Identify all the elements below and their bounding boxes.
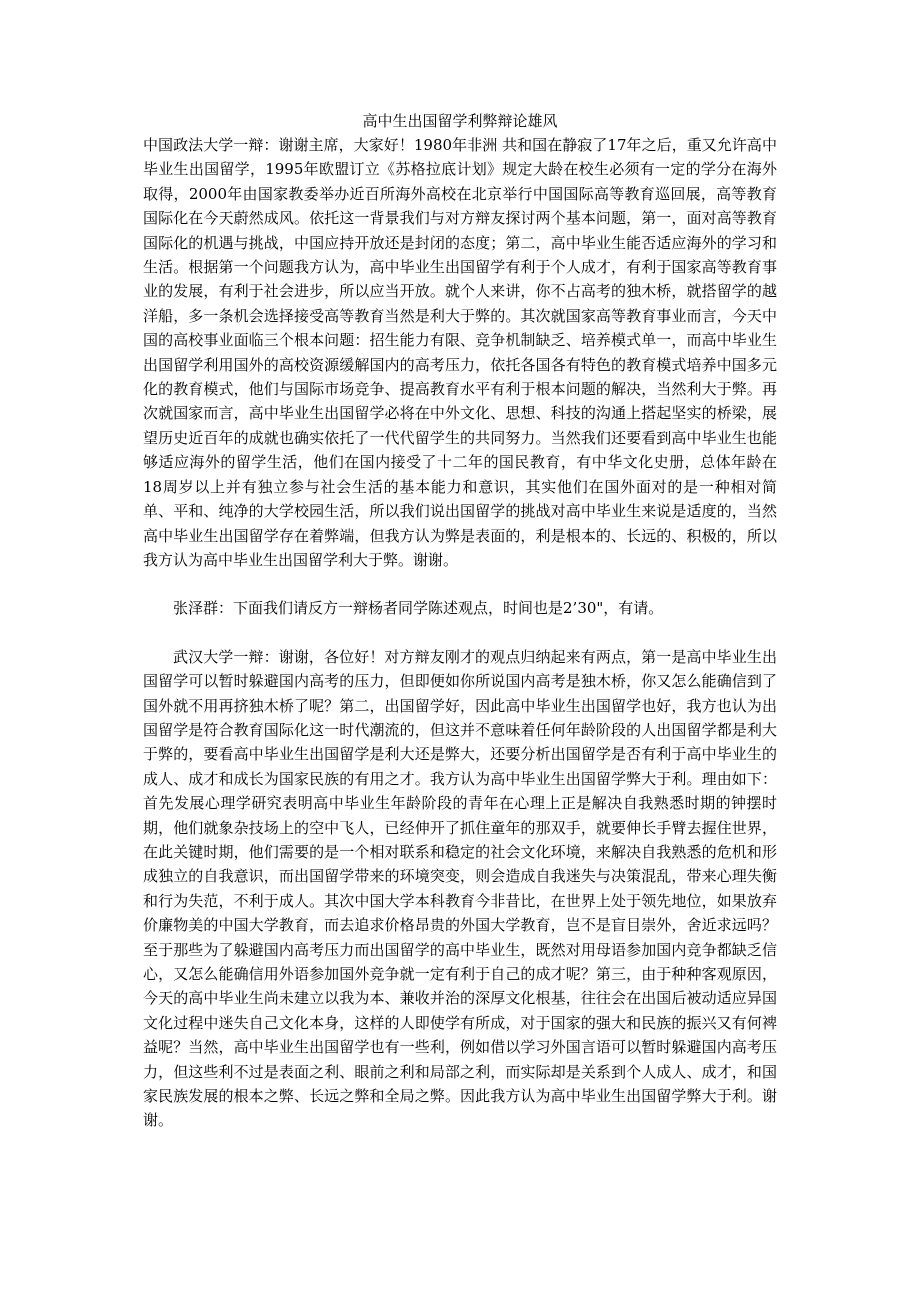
paragraph-spacer (143, 621, 777, 645)
document-title: 高中生出国留学利弊辩论雄风 (362, 112, 558, 130)
paragraph-rebuttal-argument: 武汉大学一辩：谢谢，各位好！对方辩友刚才的观点归纳起来有两点，第一是高中毕业生出国留学可以暂时躲避国内高考的压力，但即便如你所说国内高考是独木桥，你又怎么能确信到了国外就不用再挤独木桥了呢？第二，出国留学好，因此高中毕业生出国留学也好，我方也认为出国留学是符合教育国际化这一时代潮流的，但这并不意味着任何年龄阶段的人出国留学都是利大于弊的，要看高中毕业生出国留学是利大还是弊大，还要分析出国留学是否有利于高中毕业生的成人、成才和成长为国家民族的有用之才。我方认为高中毕业生出国留学弊大于利。理由如下：首先发展心理学研究表明高中毕业生年龄阶段的青年在心理上正是解决自我熟悉时期的钟摆时期，他们就象杂技场上的空中飞人，已经伸开了抓住童年的那双手，就要伸长手臂去握住世界，在此关键时期，他们需要的是一个相对联系和稳定的社会文化环境，来解决自我熟悉的危机和形成独立的自我意识，而出国留学带来的环境突变，则会造成自我迷失与决策混乱，带来心理失衡和行为失范，不利于成人。其次中国大学本科教育今非昔比，在世界上处于领先地位，如果放弃价廉物美的中国大学教育，而去追求价格昂贵的外国大学教育，岂不是盲目崇外，舍近求远吗？至于那些为了躲避国内高考压力而出国留学的高中毕业生，既然对用母语参加国内竞争都缺乏信心，又怎么能确信用外语参加国外竞争就一定有利于自己的成才呢？第三，由于种种客观原因，今天的高中毕业生尚未建立以我为本、兼收并治的深厚文化根基，往往会在出国后被动适应异国文化过程中迷失自己文化本身，这样的人即使学有所成，对于国家的强大和民族的振兴又有何裨益呢？当然，高中毕业生出国留学也有一些利，例如借以学习外国言语可以暂时躲避国内高考压力，但这些利不过是表面之利、眼前之利和局部之利，而实际却是关系到个人成人、成才，和国家民族发展的根本之弊、长远之弊和全局之弊。因此我方认为高中毕业生出国留学弊大于利。谢谢。 (143, 647, 777, 1130)
paragraph-spacer (143, 572, 777, 596)
document-page (143, 110, 777, 1133)
paragraph-moderator-remark: 张泽群：下面我们请反方一辩杨者同学陈述观点，时间也是2’30"，有请。 (173, 599, 664, 618)
paragraph-opening-argument: 中国政法大学一辩：谢谢主席，大家好！1980年非洲 共和国在静寂了17年之后，重又允许高中毕业生出国留学，1995年欧盟订立《苏格拉底计划》规定大龄在校生必须有一定的学分在海外取得，2000年由国家教委举办近百所海外高校在北京举行中国国际高等教育巡回展，高等教育国际化在今天蔚然成风。依托这一背景我们与对方辩友探讨两个基本问题，第一，面对高等教育国际化的机遇与挑战，中国应持开放还是封闭的态度；第二，高中毕业生能否适应海外的学习和生活。根据第一个问题我方认为，高中毕业生出国留学有利于个人成才，有利于国家高等教育事业的发展，有利于社会进步，所以应当开放。就个人来讲，你不占高考的独木桥，就搭留学的越洋船，多一条机会选择接受高等教育当然是利大于弊的。其次就国家高等教育事业而言，今天中国的高校事业面临三个根本问题：招生能力有限、竞争机制缺乏、培养模式单一，而高中毕业生出国留学利用国外的高校资源缓解国内的高考压力，依托各国各有特色的教育模式培养中国多元化的教育模式，他们与国际市场竞争、提高教育水平有利于根本问题的解决，当然利大于弊。再次就国家而言，高中毕业生出国留学必将在中外文化、思想、科技的沟通上搭起坚实的桥梁，展望历史近百年的成就也确实依托了一代代留学生的共同努力。当然我们还要看到高中毕业生也能够适应海外的留学生活，他们在国内接受了十二年的国民教育，有中华文化史册，总体年龄在18周岁以上并有独立参与社会生活的基本能力和意识，其实他们在国外面对的是一种相对简单、平和、纯净的大学校园生活，所以我们说出国留学的挑战对高中毕业生来说是适度的，当然高中毕业生出国留学存在着弊端，但我方认为弊是表面的，利是根本的、长远的、积极的，所以我方认为高中毕业生出国留学利大于弊。谢谢。 (143, 136, 777, 569)
